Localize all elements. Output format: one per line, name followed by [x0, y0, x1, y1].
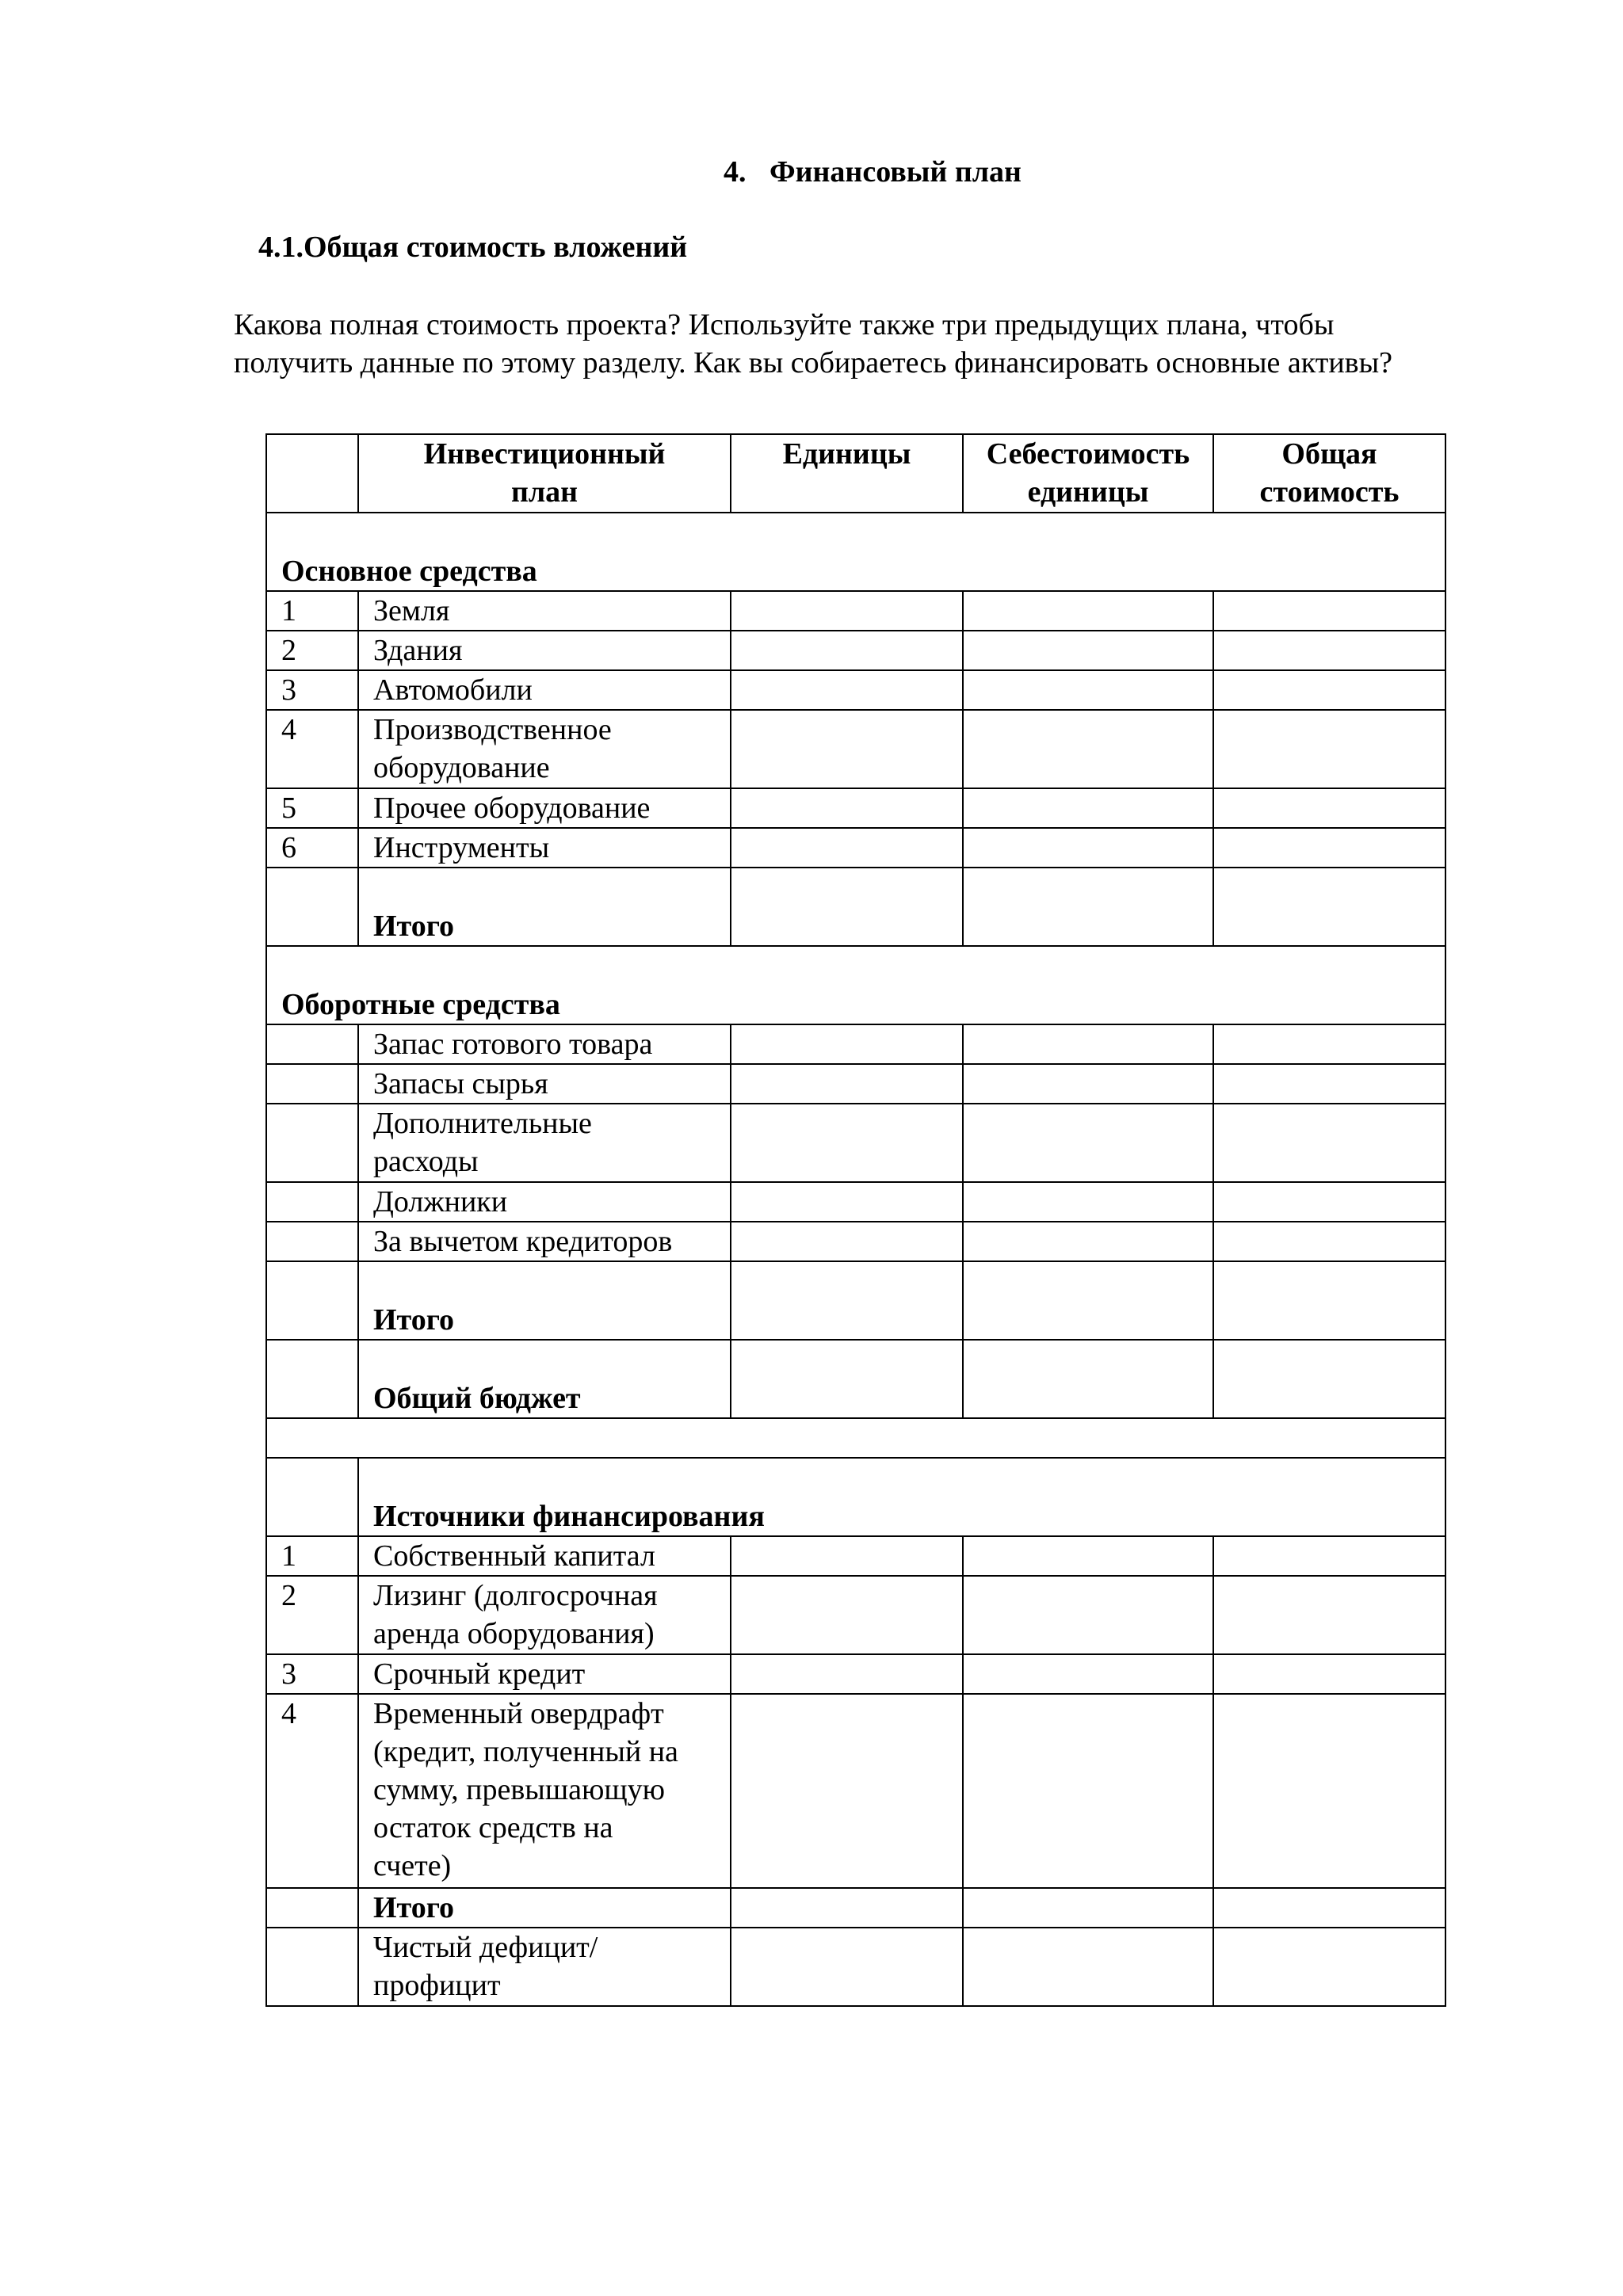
total-cost-cell [1213, 710, 1445, 788]
row-number: 3 [266, 1654, 358, 1694]
fixed-assets-title: Основное средства [266, 513, 1445, 591]
table-row [266, 1536, 1445, 1576]
header-units: Единицы [731, 434, 963, 513]
units-cell [731, 710, 963, 788]
section-title: Финансовый план [769, 155, 1022, 189]
units-cell [731, 1694, 963, 1888]
row-number: 3 [266, 670, 358, 710]
row-label: Автомобили [358, 670, 731, 710]
unit-cost-cell [963, 1536, 1213, 1576]
financing-title: Источники финансирования [358, 1458, 1445, 1536]
table-row [266, 591, 1445, 631]
units-cell [731, 868, 963, 946]
table-row [266, 1654, 1445, 1694]
table-row [266, 1576, 1445, 1654]
row-label: Дополнительные расходы [358, 1104, 731, 1182]
total-cost-cell [1213, 1222, 1445, 1261]
total-cost-cell [1213, 1576, 1445, 1654]
unit-cost-cell [963, 1888, 1213, 1928]
units-cell [731, 1024, 963, 1064]
row-label: Здания [358, 631, 731, 670]
row-label: Срочный кредит [358, 1654, 731, 1694]
net-deficit-surplus-row [266, 1928, 1445, 2006]
row-number: 1 [266, 1536, 358, 1576]
row-number [266, 1104, 358, 1182]
unit-cost-cell [963, 1104, 1213, 1182]
total-cost-cell [1213, 670, 1445, 710]
unit-cost-cell [963, 1261, 1213, 1340]
row-number [266, 1340, 358, 1418]
unit-cost-cell [963, 1024, 1213, 1064]
units-cell [731, 828, 963, 868]
row-label: Инструменты [358, 828, 731, 868]
spacer-cell [266, 1418, 1445, 1458]
unit-cost-cell [963, 1928, 1213, 2006]
total-label: Итого [358, 1261, 731, 1340]
row-label: Земля [358, 591, 731, 631]
unit-cost-cell [963, 868, 1213, 946]
total-cost-cell [1213, 1536, 1445, 1576]
row-label: Должники [358, 1182, 731, 1222]
units-cell [731, 1536, 963, 1576]
total-cost-cell [1213, 1340, 1445, 1418]
table-row [266, 670, 1445, 710]
units-cell [731, 1928, 963, 2006]
row-label: Лизинг (долгосрочная аренда оборудования) [358, 1576, 731, 1654]
total-cost-cell [1213, 631, 1445, 670]
table-row [266, 1222, 1445, 1261]
header-unit-cost: Себестоимость единицы [963, 434, 1213, 513]
row-number: 2 [266, 631, 358, 670]
units-cell [731, 1576, 963, 1654]
units-cell [731, 591, 963, 631]
row-number [266, 1064, 358, 1104]
total-cost-cell [1213, 1654, 1445, 1694]
units-cell [731, 1064, 963, 1104]
section-row-working-capital [266, 946, 1445, 1024]
question-paragraph [234, 306, 1541, 382]
header-investment-plan: Инвестиционный план [358, 434, 731, 513]
unit-cost-cell [963, 828, 1213, 868]
row-label: Собственный капитал [358, 1536, 731, 1576]
total-cost-cell [1213, 1182, 1445, 1222]
table-row [266, 828, 1445, 868]
section-row-financing [266, 1458, 1445, 1536]
question-line-2: получить данные по этому разделу. Как вы собираетесь финансировать основные активы? [234, 346, 1392, 379]
total-row-financing [266, 1888, 1445, 1928]
row-number [266, 1222, 358, 1261]
subsection-heading: 4.1.Общая стоимость вложений [258, 231, 688, 264]
row-number: 5 [266, 788, 358, 828]
unit-cost-cell [963, 631, 1213, 670]
row-number [266, 1024, 358, 1064]
total-cost-cell [1213, 1104, 1445, 1182]
row-number [266, 868, 358, 946]
unit-cost-cell [963, 1340, 1213, 1418]
units-cell [731, 631, 963, 670]
total-label: Итого [358, 868, 731, 946]
table-row [266, 631, 1445, 670]
unit-cost-cell [963, 1222, 1213, 1261]
section-number: 4. [724, 155, 747, 189]
row-number: 1 [266, 591, 358, 631]
units-cell [731, 1104, 963, 1182]
table-row [266, 1064, 1445, 1104]
net-deficit-surplus-label: Чистый дефицит/ профицит [358, 1928, 731, 2006]
total-label: Итого [358, 1888, 731, 1928]
units-cell [731, 1888, 963, 1928]
total-cost-cell [1213, 591, 1445, 631]
table-row [266, 788, 1445, 828]
row-number [266, 1182, 358, 1222]
unit-cost-cell [963, 591, 1213, 631]
table-row [266, 1104, 1445, 1182]
units-cell [731, 1340, 963, 1418]
units-cell [731, 670, 963, 710]
units-cell [731, 1222, 963, 1261]
unit-cost-cell [963, 1576, 1213, 1654]
row-number: 6 [266, 828, 358, 868]
overall-budget-label: Общий бюджет [358, 1340, 731, 1418]
row-label: Временный овердрафт (кредит, полученный на сумму, превышающую остаток средств на счете) [358, 1694, 731, 1888]
section-heading [724, 154, 1022, 189]
row-label: Прочее оборудование [358, 788, 731, 828]
row-label: Запасы сырья [358, 1064, 731, 1104]
row-number [266, 1888, 358, 1928]
section-row-fixed-assets [266, 513, 1445, 591]
table-row [266, 1182, 1445, 1222]
unit-cost-cell [963, 788, 1213, 828]
row-number: 2 [266, 1576, 358, 1654]
row-number: 4 [266, 1694, 358, 1888]
table-row [266, 710, 1445, 788]
row-number: 4 [266, 710, 358, 788]
unit-cost-cell [963, 1694, 1213, 1888]
unit-cost-cell [963, 1182, 1213, 1222]
total-row-working-capital [266, 1261, 1445, 1340]
question-line-1: Какова полная стоимость проекта? Используйте также три предыдущих плана, чтобы [234, 308, 1335, 341]
total-cost-cell [1213, 1064, 1445, 1104]
units-cell [731, 1261, 963, 1340]
total-cost-cell [1213, 1261, 1445, 1340]
total-cost-cell [1213, 1888, 1445, 1928]
table-row [266, 1024, 1445, 1064]
row-number [266, 1928, 358, 2006]
row-label: Производственное оборудование [358, 710, 731, 788]
units-cell [731, 1182, 963, 1222]
total-cost-cell [1213, 1928, 1445, 2006]
unit-cost-cell [963, 670, 1213, 710]
total-cost-cell [1213, 1694, 1445, 1888]
unit-cost-cell [963, 1654, 1213, 1694]
row-label: За вычетом кредиторов [358, 1222, 731, 1261]
header-total-cost: Общая стоимость [1213, 434, 1445, 513]
unit-cost-cell [963, 1064, 1213, 1104]
investment-table [265, 433, 1446, 2007]
row-number [266, 1458, 358, 1536]
overall-budget-row [266, 1340, 1445, 1418]
total-row-fixed-assets [266, 868, 1445, 946]
table-header-row [266, 434, 1445, 513]
total-cost-cell [1213, 828, 1445, 868]
table-row [266, 1694, 1445, 1888]
row-number [266, 1261, 358, 1340]
total-cost-cell [1213, 788, 1445, 828]
header-index-cell [266, 434, 358, 513]
total-cost-cell [1213, 1024, 1445, 1064]
row-label: Запас готового товара [358, 1024, 731, 1064]
total-cost-cell [1213, 868, 1445, 946]
working-capital-title: Оборотные средства [266, 946, 1445, 1024]
units-cell [731, 1654, 963, 1694]
spacer-row [266, 1418, 1445, 1458]
unit-cost-cell [963, 710, 1213, 788]
units-cell [731, 788, 963, 828]
